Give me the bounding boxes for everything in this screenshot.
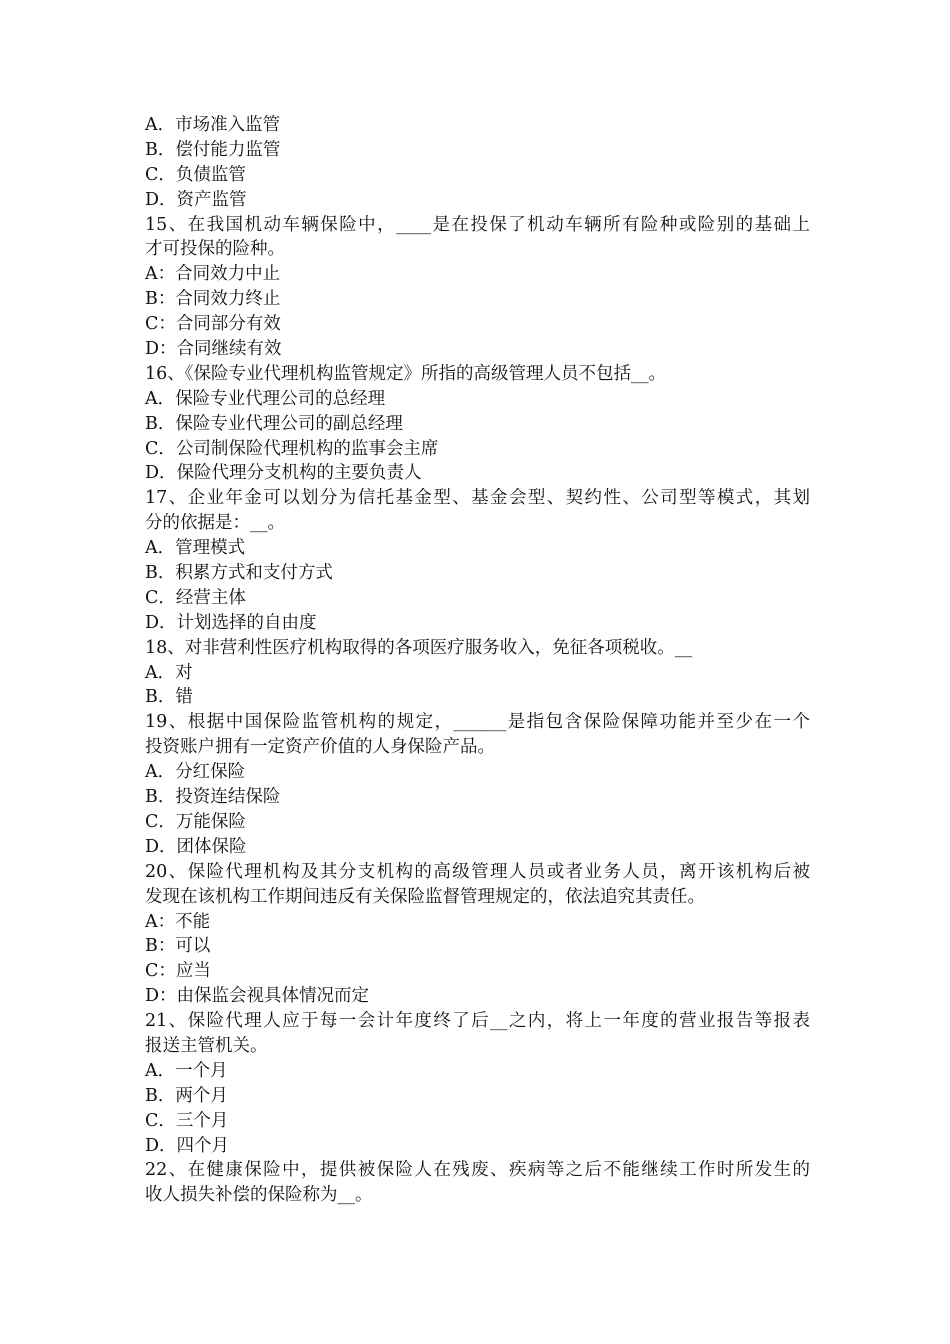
answer-option: C．三个月: [145, 1110, 229, 1131]
answer-option: A．管理模式: [145, 538, 246, 559]
answer-option: B．错: [145, 687, 193, 708]
answer-option: B．积累方式和支付方式: [145, 563, 333, 584]
answer-option: D．计划选择的自由度: [145, 612, 317, 633]
question-text-line: 16、《保险专业代理机构监管规定》所指的高级管理人员不包括__。: [145, 363, 667, 384]
question-text-line: 22、在健康保险中，提供被保险人在残废、疾病等之后不能继续工作时所发生的: [145, 1160, 810, 1181]
question-text-line: 报送主管机关。: [145, 1035, 268, 1056]
question-text-line: 17、企业年金可以划分为信托基金型、基金会型、契约性、公司型等模式，其划: [145, 488, 810, 509]
answer-option: D．团体保险: [145, 836, 247, 857]
question-text-line: 18、对非营利性医疗机构取得的各项医疗服务收入，免征各项税收。__: [145, 637, 693, 658]
answer-option: A．保险专业代理公司的总经理: [145, 388, 386, 409]
answer-option: D．保险代理分支机构的主要负责人: [145, 463, 422, 484]
answer-option: C．经营主体: [145, 587, 246, 608]
question-text-line: 分的依据是：__。: [145, 513, 285, 534]
question-text-line: 21、保险代理人应于每一会计年度终了后__之内，将上一年度的营业报告等报表: [145, 1011, 810, 1032]
answer-option: C．公司制保险代理机构的监事会主席: [145, 438, 439, 459]
answer-option: A．对: [145, 662, 193, 683]
question-text-line: 发现在该机构工作期间违反有关保险监督管理规定的，依法追究其责任。: [145, 886, 705, 907]
exam-text-body: [145, 113, 810, 1208]
answer-option: D：合同继续有效: [145, 339, 282, 360]
question-text-line: 20、保险代理机构及其分支机构的高级管理人员或者业务人员，离开该机构后被: [145, 861, 810, 882]
question-text-line: 19、根据中国保险监管机构的规定，______是指包含保险保障功能并至少在一个: [145, 712, 810, 733]
answer-option: B．保险专业代理公司的副总经理: [145, 413, 403, 434]
answer-option: A．一个月: [145, 1060, 228, 1081]
answer-option: A：不能: [145, 911, 211, 932]
answer-option: B：可以: [145, 936, 211, 957]
answer-option: D．四个月: [145, 1135, 230, 1156]
answer-option: B：合同效力终止: [145, 289, 281, 310]
question-text-line: 15、在我国机动车辆保险中，____是在投保了机动车辆所有险种或险别的基础上: [145, 214, 810, 235]
answer-option: C：应当: [145, 961, 211, 982]
answer-option: B．偿付能力监管: [145, 139, 281, 160]
answer-option: A．市场准入监管: [145, 115, 281, 135]
answer-option: D：由保监会视具体情况而定: [145, 986, 370, 1007]
answer-option: B．投资连结保险: [145, 787, 281, 808]
answer-option: A．分红保险: [145, 762, 246, 783]
question-text-line: 投资账户拥有一定资产价值的人身保险产品。: [145, 737, 495, 758]
answer-option: B．两个月: [145, 1085, 228, 1106]
answer-option: C：合同部分有效: [145, 314, 281, 335]
answer-option: A：合同效力中止: [145, 264, 281, 285]
answer-option: C．万能保险: [145, 811, 246, 832]
answer-option: D．资产监管: [145, 189, 247, 210]
question-text-line: 收人损失补偿的保险称为__。: [145, 1185, 373, 1206]
answer-option: C．负债监管: [145, 164, 246, 185]
question-text-line: 才可投保的险种。: [145, 239, 285, 260]
